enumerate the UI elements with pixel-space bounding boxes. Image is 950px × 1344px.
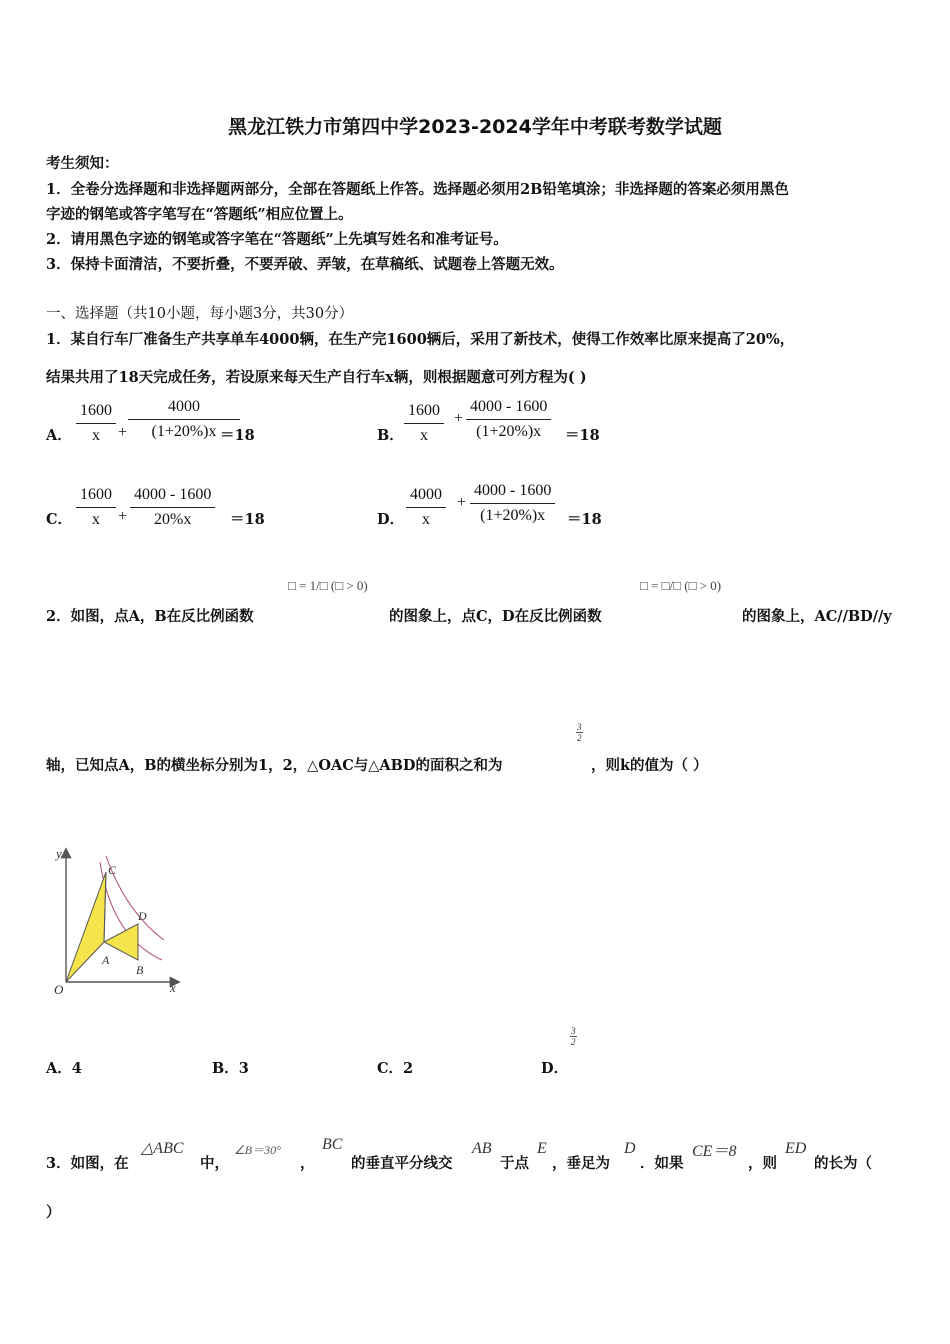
q3-line-2: ）	[46, 1204, 61, 1221]
numerator: 1600	[404, 402, 444, 424]
q1-option-b-fraction-1	[404, 402, 444, 445]
notice-line-1b: 字迹的钢笔或答字笔写在“答题纸”相应位置上。	[46, 206, 353, 223]
q2-line-2a: 轴，已知点A，B的横坐标分别为1，2，△OAC与△ABD的面积之和为	[46, 757, 503, 774]
denominator: (1+20%)x	[476, 423, 542, 440]
q2-option-c[interactable]: C．2	[377, 1060, 414, 1077]
notice-heading: 考生须知：	[46, 155, 119, 172]
q2-line-1c: 的图象上，AC//BD//y	[742, 608, 892, 625]
denominator: 2	[577, 733, 582, 743]
equals-18: ＝18	[565, 427, 600, 444]
q3-math-triangle: △ABC	[141, 1140, 184, 1157]
denominator: (1+20%)x	[151, 423, 217, 440]
plus-sign: +	[454, 410, 464, 427]
q1-option-c-fraction-1	[76, 486, 116, 529]
q3-text-6: ，垂足为	[552, 1155, 610, 1172]
q1-option-b-fraction-2	[466, 398, 551, 441]
q2-figure	[44, 842, 194, 1002]
plus-sign: +	[118, 508, 128, 525]
q3-text-8: ，则	[748, 1155, 777, 1172]
denominator: (1+20%)x	[480, 507, 546, 524]
label-o: O	[54, 982, 64, 997]
q3-text-7: ．如果	[640, 1155, 684, 1172]
q3-math-bc: BC	[322, 1136, 343, 1153]
equals-18: ＝18	[220, 427, 255, 444]
q2-area-fraction	[576, 722, 583, 743]
q1-option-c-fraction-2	[130, 486, 215, 529]
numerator: 1600	[76, 486, 116, 508]
q2-option-d[interactable]: D．	[541, 1060, 569, 1077]
q1-option-a-label[interactable]: A．	[46, 427, 72, 444]
label-y: y	[56, 846, 62, 861]
numerator: 4000	[128, 398, 240, 420]
q2-line-1b: 的图象上，点C，D在反比例函数	[389, 608, 602, 625]
q3-math-e: E	[537, 1140, 547, 1157]
q3-math-ab: AB	[472, 1140, 492, 1157]
q1-line-1: 1．某自行车厂准备生产共享单车4000辆，在生产完1600辆后，采用了新技术，使得工作效率比原来提高了20%，	[46, 331, 795, 348]
q3-math-ed: ED	[785, 1140, 807, 1157]
section-heading: 一、选择题（共10小题，每小题3分，共30分）	[46, 306, 354, 322]
equals-18: ＝18	[230, 511, 265, 528]
plus-sign: +	[457, 494, 467, 511]
q3-text-4: 的垂直平分线交	[351, 1155, 453, 1172]
plus-sign: +	[118, 424, 128, 441]
numerator: 3	[571, 1026, 576, 1036]
denominator: 2	[571, 1037, 576, 1047]
notice-line-3: 3．保持卡面清洁，不要折叠，不要弄破、弄皱，在草稿纸、试题卷上答题无效。	[46, 256, 564, 273]
triangle-oac	[66, 872, 106, 982]
numerator: 4000 - 1600	[466, 398, 551, 420]
numerator: 3	[577, 722, 582, 732]
q3-text-5: 于点	[500, 1155, 529, 1172]
q2-option-b[interactable]: B．3	[212, 1060, 249, 1077]
denominator: x	[422, 511, 430, 528]
q1-option-b-label[interactable]: B．	[377, 427, 404, 444]
denominator: 20%x	[154, 511, 192, 528]
q3-text-3: ，	[300, 1155, 315, 1172]
denominator: x	[92, 427, 100, 444]
q2-function-1: □ = 1/□ (□ > 0)	[288, 578, 368, 593]
label-b: B	[136, 963, 144, 977]
numerator: 1600	[76, 402, 116, 424]
notice-line-2: 2．请用黑色字迹的钢笔或答字笔在“答题纸”上先填写姓名和准考证号。	[46, 231, 508, 248]
q3-text-9: 的长为（	[814, 1155, 872, 1172]
denominator: x	[420, 427, 428, 444]
numerator: 4000 - 1600	[130, 486, 215, 508]
numerator: 4000 - 1600	[470, 482, 555, 504]
q1-line-2: 结果共用了18天完成任务，若设原来每天生产自行车x辆，则根据题意可列方程为( )	[46, 369, 587, 386]
label-x: x	[170, 980, 176, 995]
q1-option-d-label[interactable]: D．	[377, 511, 405, 528]
notice-line-1a: 1．全卷分选择题和非选择题两部分，全部在答题纸上作答。选择题必须用2B铅笔填涂；非选择题的答案必须用黑色	[46, 181, 789, 198]
q1-option-d-fraction-2	[470, 482, 555, 525]
q2-line-1a: 2．如图，点A，B在反比例函数	[46, 608, 254, 625]
label-c: C	[108, 863, 117, 877]
q2-line-2b: ，则k的值为（ ）	[591, 757, 708, 774]
q1-option-a-fraction-1	[76, 402, 116, 445]
q3-text-1: 3．如图，在	[46, 1155, 129, 1172]
q1-option-d-fraction-1	[406, 486, 446, 529]
q3-math-angle: ∠B＝30°	[234, 1143, 281, 1157]
page-title: 黑龙江铁力市第四中学2023-2024学年中考联考数学试题	[228, 116, 722, 138]
q3-text-2: 中，	[200, 1155, 229, 1172]
numerator: 4000	[406, 486, 446, 508]
equals-18: ＝18	[567, 511, 602, 528]
q2-option-d-fraction	[570, 1026, 577, 1047]
q3-math-d: D	[624, 1140, 636, 1157]
label-a: A	[102, 953, 110, 967]
q1-option-c-label[interactable]: C．	[46, 511, 73, 528]
q3-math-ce: CE＝8	[692, 1143, 737, 1160]
denominator: x	[92, 511, 100, 528]
label-d: D	[138, 909, 147, 923]
q2-option-a[interactable]: A．4	[46, 1060, 82, 1077]
q2-function-2: □ = □/□ (□ > 0)	[640, 578, 722, 593]
